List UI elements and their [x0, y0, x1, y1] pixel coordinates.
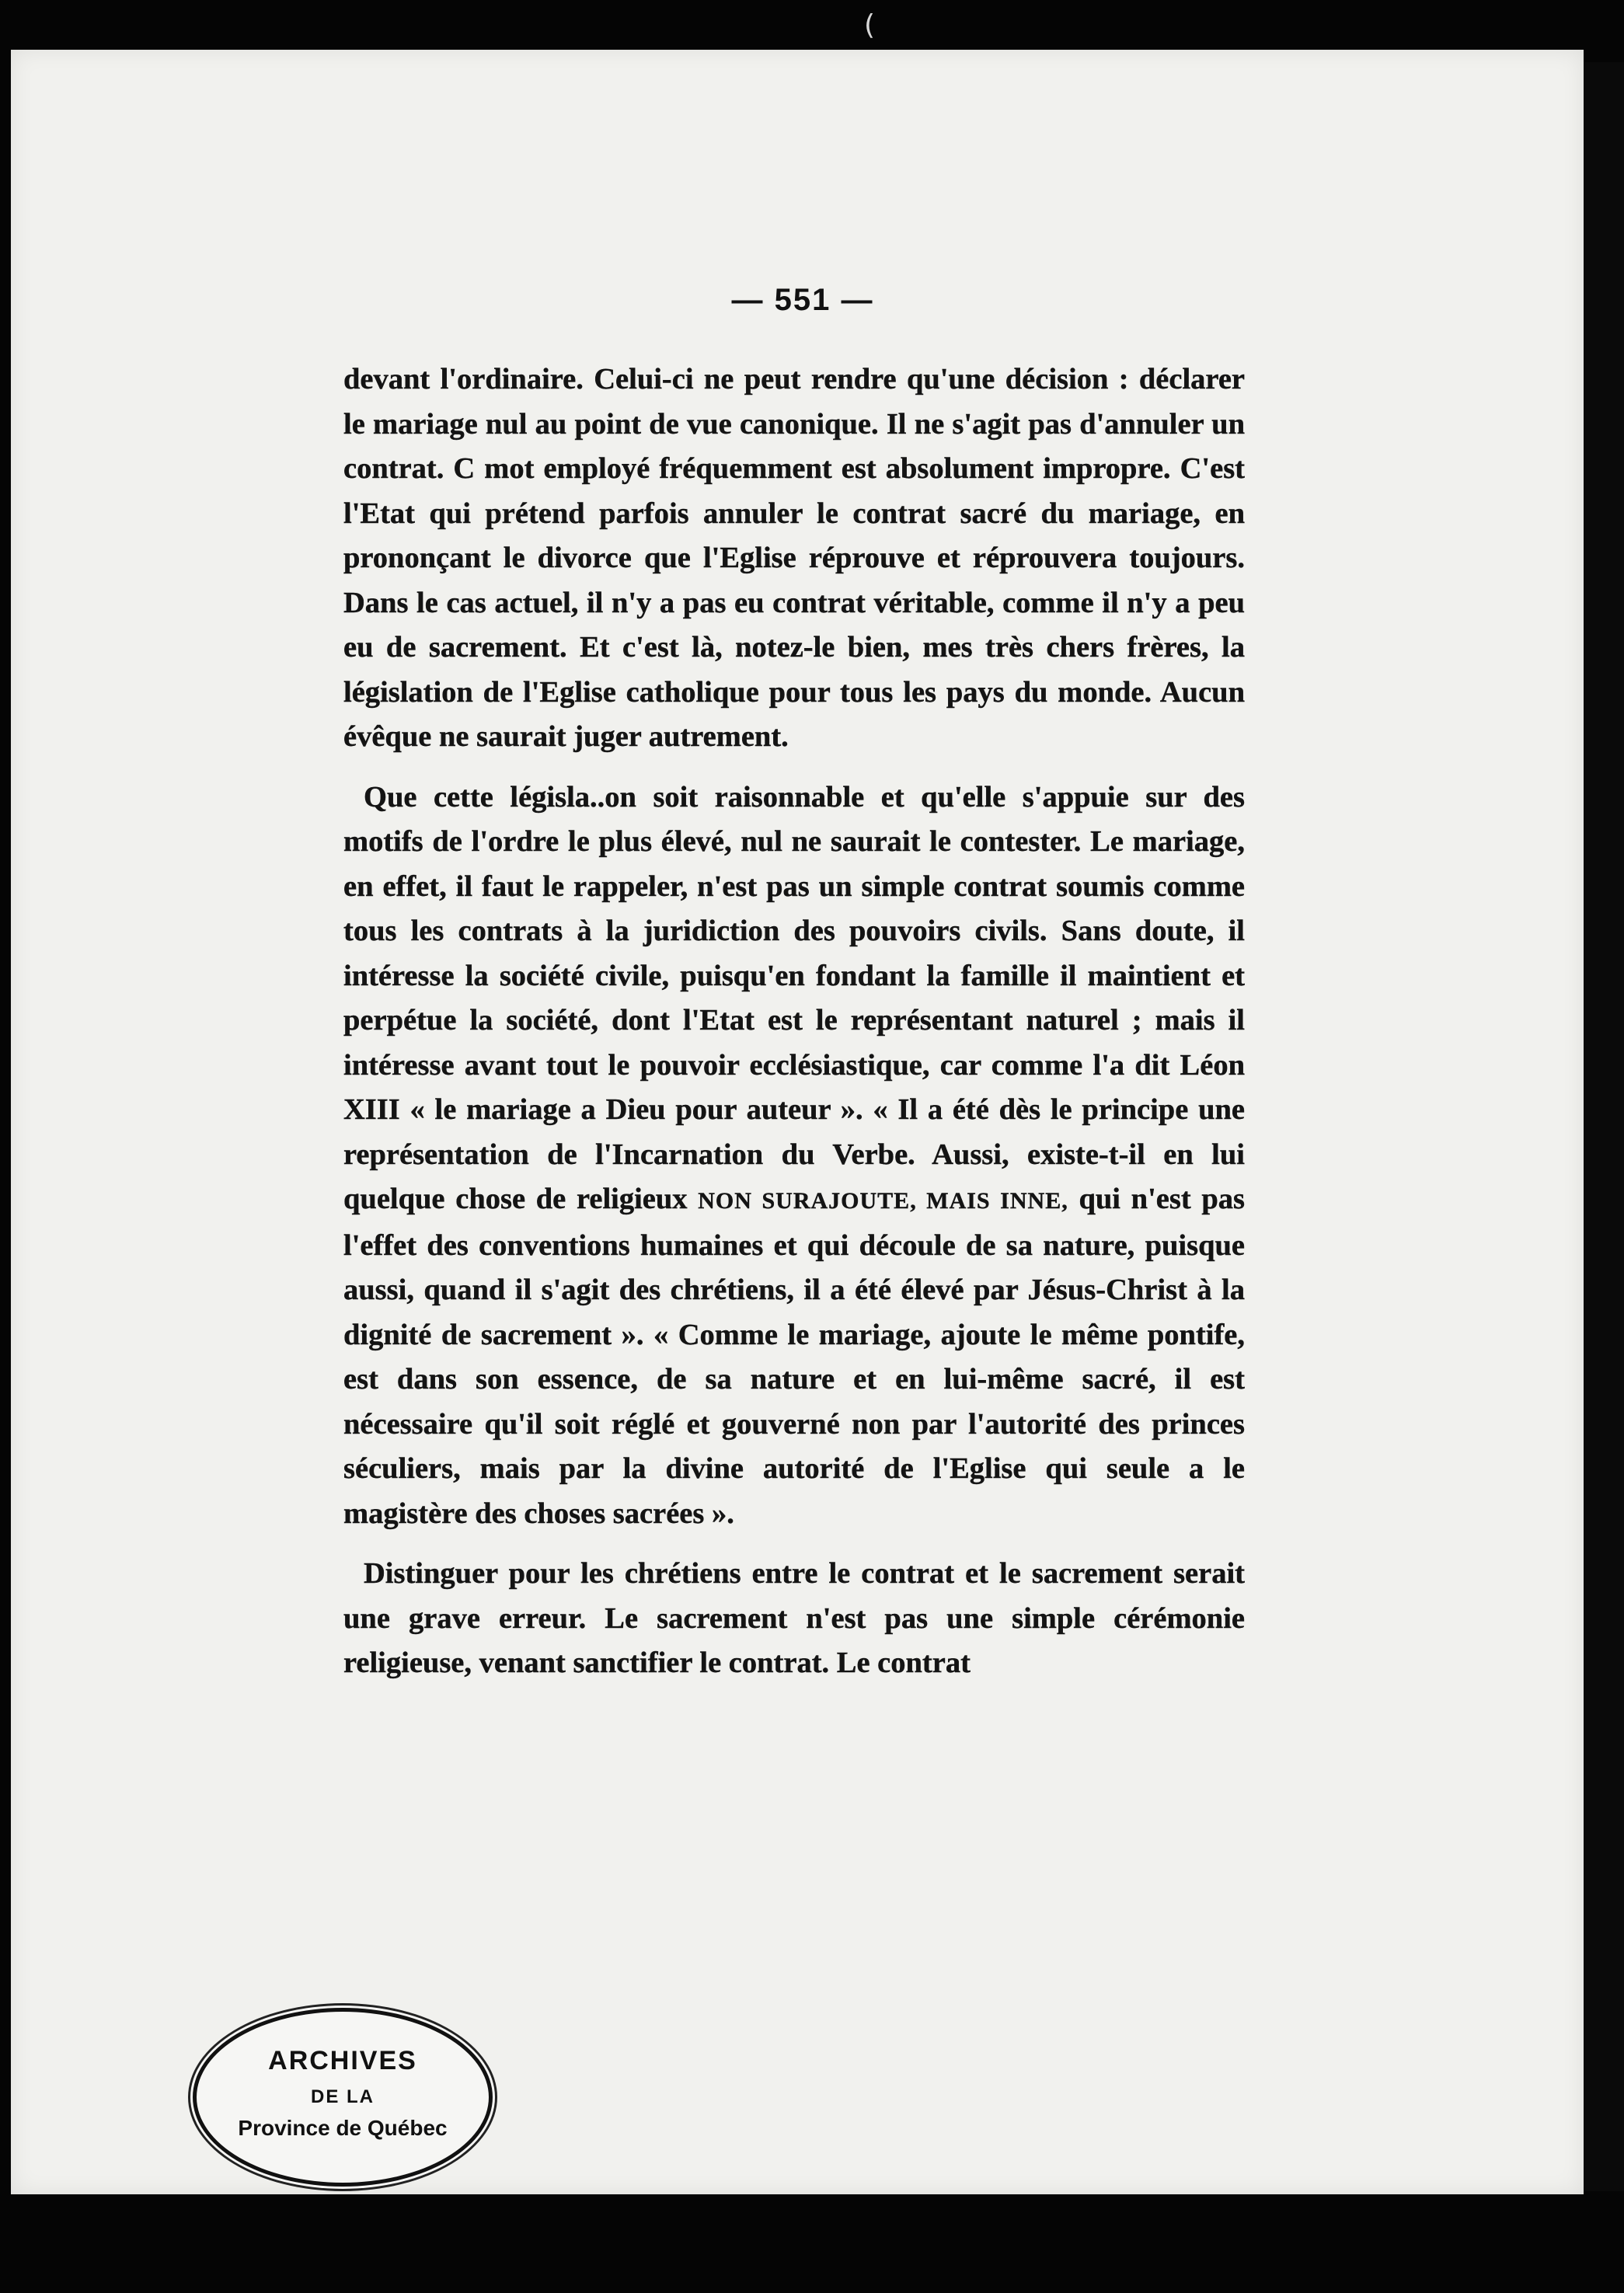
document-page: [11, 50, 1584, 2194]
page-number: — 551 —: [731, 283, 874, 317]
paragraph-2-text: Que cette législa..on soit raisonnable et qu'elle s'appuie sur des motifs de l'ordre le plus élevé, nul ne saurait le contester. Le mariage, en effet, il faut le rappeler, n'est pas un simple contrat soumis comme tous les contrats à la juridiction des pouvoirs civils. Sans doute, il intéresse la société civile, puisqu'en fondant la famille il maintient et perpétue la société, dont l'Etat est le représentant naturel ; mais il intéresse avant tout le pouvoir ecclésiastique, car comme l'a dit Léon XIII « le mariage a Dieu pour auteur ». « Il a été dès le principe une représentation de l'Incarnation du Verbe. Aussi, existe-t-il en lui quelque chose de religieux: [343, 780, 1245, 1215]
paragraph-3: Distinguer pour les chrétiens entre le contrat et le sacrement serait une grave erreur. Le sacrement n'est pas une simple cérémonie religieuse, venant sanctifier le contrat. Le contrat: [343, 1557, 1245, 1679]
paragraph-2-continuation: qui n'est pas l'effet des conventions humaines et qui découle de sa nature, puisque aussi, quand il s'agit des chrétiens, il a été élevé par Jésus-Christ à la dignité de sacrement ». « Comme le mariage, ajoute le même pontife, est dans son essence, de sa nature et en lui-même sacré, il est nécessaire qu'il soit réglé et gouverné non par l'autorité des princes séculiers, mais par la divine autorité de l'Eglise qui seule a le magistère des choses sacrées ».: [343, 1183, 1246, 1530]
small-caps-phrase: NON SURAJOUTE, MAIS INNE,: [698, 1188, 1068, 1214]
stamp-line-province: Province de Québec: [238, 2116, 448, 2140]
stamp-line-de-la: DE LA: [311, 2086, 375, 2107]
paragraph-2: [343, 775, 1245, 1537]
archives-stamp: [193, 2008, 493, 2187]
body-text: [343, 357, 1245, 1686]
stamp-line-archives: ARCHIVES: [268, 2046, 417, 2075]
scan-edge-shadow: [1584, 62, 1624, 2191]
scan-artifact-mark: (: [864, 9, 876, 41]
paragraph-1: devant l'ordinaire. Celui-ci ne peut rendre qu'une décision : déclarer le mariage nul au point de vue canonique. Il ne s'agit pas d'annuler un contrat. C mot employé fréquemment est absolument impropre. C'est l'Etat qui prétend parfois annuler le contrat sacré du mariage, en prononçant le divorce que l'Eglise réprouve et réprouvera toujours. Dans le cas actuel, il n'y a pas eu contrat véritable, comme il n'y a peu eu de sacrement. Et c'est là, notez-le bien, mes très chers frères, la législation de l'Eglise catholique pour tous les pays du monde. Aucun évêque ne saurait juger autrement.: [343, 363, 1245, 753]
